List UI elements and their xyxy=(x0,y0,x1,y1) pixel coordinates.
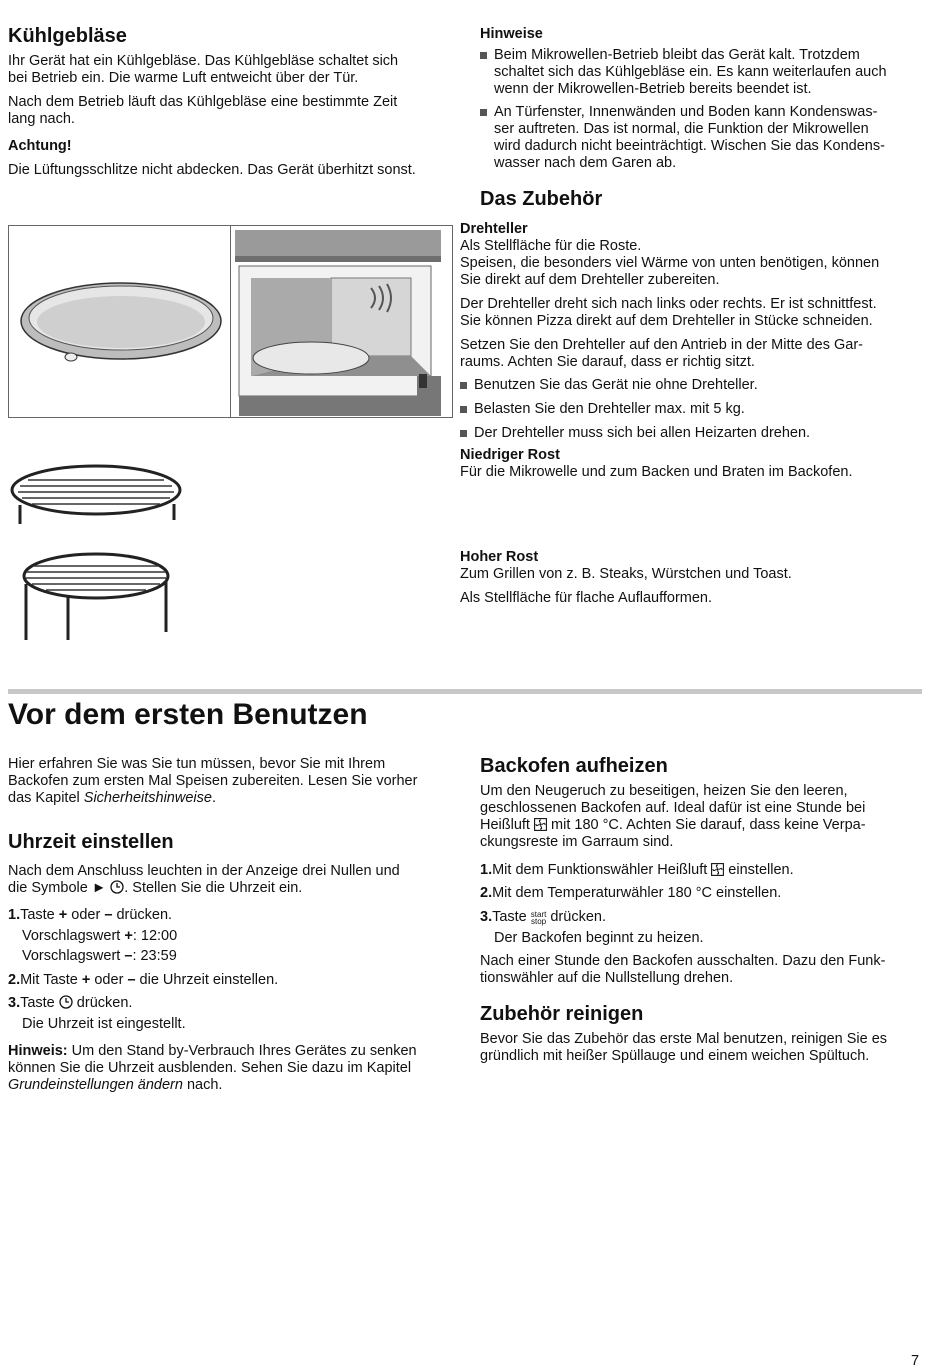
hinweise-b1-l2: schaltet sich das Kühlgebläse ein. Es kann weiterlaufen auch xyxy=(494,64,887,80)
uhr-s2-a: Mit Taste xyxy=(20,972,82,988)
backofen-step-3 xyxy=(480,909,606,926)
uhr-step-3-result: Die Uhrzeit ist eingestellt. xyxy=(22,1016,186,1032)
drehteller-p2-l1: Der Drehteller dreht sich nach links oder rechts. Er ist schnittfest. xyxy=(460,296,877,312)
drehteller-p3-l2: raums. Achten Sie darauf, dass er richtig sitzt. xyxy=(460,354,755,370)
bullet-square-icon xyxy=(480,109,487,116)
uhr-hinweis-l1-text: Um den Stand by-Verbrauch Ihres Gerätes zu senken xyxy=(67,1043,417,1059)
drehteller-bullet-3-text: Der Drehteller muss sich bei allen Heizarten drehen. xyxy=(474,425,811,441)
section-divider xyxy=(8,689,922,694)
page-number: 7 xyxy=(911,1353,920,1369)
hinweise-b2-l4: wasser nach dem Garen ab. xyxy=(494,155,677,171)
backofen-l1: Um den Neugeruch zu beseitigen, heizen Sie den leeren, xyxy=(480,783,848,799)
hoher-rost-l2: Als Stellfläche für flache Auflaufformen. xyxy=(460,590,713,606)
hinweise-bullet-2 xyxy=(480,104,930,174)
achtung-text: Die Lüftungsschlitze nicht abdecken. Das Gerät überhitzt sonst. xyxy=(8,162,416,178)
backofen-step-1 xyxy=(480,862,794,879)
backofen-l3 xyxy=(480,817,866,834)
uhr-s1-b: oder xyxy=(67,907,105,923)
uhr-hinweis-l2: können Sie die Uhrzeit ausblenden. Sehen Sie dazu im Kapitel xyxy=(8,1060,412,1076)
drehteller-bullet-1 xyxy=(460,377,920,394)
hot-air-fan-icon xyxy=(534,818,547,831)
hot-air-fan-icon xyxy=(711,863,724,876)
reinigen-l2: gründlich mit heißer Spüllauge und einem weichen Spültuch. xyxy=(480,1048,870,1064)
backofen-step-3-result: Der Backofen beginnt zu heizen. xyxy=(494,930,704,946)
turntable-figure xyxy=(8,225,232,418)
drehteller-bullet-2 xyxy=(460,401,920,418)
kuehl-para-1-line-2: bei Betrieb ein. Die warme Luft entweicht über der Tür. xyxy=(8,70,359,86)
achtung-label: Achtung! xyxy=(8,138,72,154)
backofen-after-l1: Nach einer Stunde den Backofen ausschalten. Dazu den Funk- xyxy=(480,953,886,969)
stop-label: stop xyxy=(531,917,547,926)
bullet-square-icon xyxy=(460,430,467,437)
backofen-after-l2: tionswähler auf die Nullstellung drehen. xyxy=(480,970,734,986)
uhr-s2-b: oder xyxy=(90,972,128,988)
hoher-rost-title: Hoher Rost xyxy=(460,549,539,565)
backofen-l4: ckungsreste im Garraum sind. xyxy=(480,834,674,850)
turntable-illustration xyxy=(9,226,231,417)
vor-intro-l3c: . xyxy=(211,790,216,806)
hinweise-title: Hinweise xyxy=(480,26,543,42)
drehteller-l1: Als Stellfläche für die Roste. xyxy=(460,238,642,254)
kuehl-para-2-line-2: lang nach. xyxy=(8,111,75,127)
bullet-square-icon xyxy=(480,52,487,59)
bullet-square-icon xyxy=(460,382,467,389)
niedriger-rost-title: Niedriger Rost xyxy=(460,447,560,463)
minus-key-icon: – xyxy=(127,972,136,988)
step-number: 2. xyxy=(480,885,493,901)
backofen-l3a: Heißluft xyxy=(480,817,534,833)
uhr-hinweis-l3b: nach. xyxy=(182,1077,223,1093)
uhr-s1-a: Taste xyxy=(20,907,59,923)
section-title-uhrzeit: Uhrzeit einstellen xyxy=(8,831,174,853)
uhr-para-l1: Nach dem Anschluss leuchten in der Anzeige drei Nullen und xyxy=(8,863,400,879)
high-rack-illustration xyxy=(6,548,186,648)
backofen-s1-b: einstellen. xyxy=(724,862,794,878)
uhr-s3-a: Taste xyxy=(20,995,59,1011)
hinweise-b1-l1: Beim Mikrowellen-Betrieb bleibt das Gerät kalt. Trotzdem xyxy=(494,47,860,63)
reinigen-l1: Bevor Sie das Zubehör das erste Mal benutzen, reinigen Sie es xyxy=(480,1031,888,1047)
section-title-zubehoer-reinigen: Zubehör reinigen xyxy=(480,1003,644,1025)
drehteller-bullet-3 xyxy=(460,425,920,442)
uhr-s1r1-a: Vorschlagswert xyxy=(22,928,125,944)
drehteller-bullet-2-text: Belasten Sie den Drehteller max. mit 5 kg. xyxy=(474,401,745,417)
vor-intro-l1: Hier erfahren Sie was Sie tun müssen, bevor Sie mit Ihrem xyxy=(8,756,386,772)
uhr-step-1 xyxy=(8,907,172,924)
uhr-s3-b: drücken. xyxy=(72,995,133,1011)
clock-icon xyxy=(59,995,73,1009)
chapter-title-vor-dem-ersten-benutzen: Vor dem ersten Benutzen xyxy=(8,698,368,731)
kuehl-para-2-line-1: Nach dem Betrieb läuft das Kühlgebläse eine bestimmte Zeit xyxy=(8,94,398,110)
step-number: 2. xyxy=(8,972,21,988)
vor-intro-l3 xyxy=(8,790,216,807)
link-grundeinstellungen: Grundeinstellungen ändern xyxy=(8,1077,183,1093)
step-number: 3. xyxy=(480,909,493,925)
vor-intro-l3a: das Kapitel xyxy=(8,790,84,806)
uhr-step-2 xyxy=(8,972,278,989)
backofen-l2: geschlossenen Backofen auf. Ideal dafür ist eine Stunde bei xyxy=(480,800,866,816)
hinweise-b2-l1: An Türfenster, Innenwänden und Boden kann Kondenswas- xyxy=(494,104,878,120)
uhr-hinweis-l1 xyxy=(8,1043,417,1060)
uhr-s2-c: die Uhrzeit einstellen. xyxy=(135,972,279,988)
low-rack-illustration xyxy=(6,460,186,530)
uhr-s1-c: drücken. xyxy=(112,907,173,923)
uhr-s1r2-a: Vorschlagswert xyxy=(22,948,125,964)
backofen-s3-b: drücken. xyxy=(546,909,606,925)
minus-key-icon: – xyxy=(124,948,133,964)
section-title-backofen-aufheizen: Backofen aufheizen xyxy=(480,755,668,777)
clock-icon xyxy=(110,880,124,894)
kuehl-para-1-line-1: Ihr Gerät hat ein Kühlgebläse. Das Kühlgebläse schaltet sich xyxy=(8,53,399,69)
link-sicherheitshinweise: Sicherheitshinweise xyxy=(83,790,212,806)
uhr-s1r1-c: : 12:00 xyxy=(132,928,178,944)
uhr-step-3 xyxy=(8,995,132,1012)
hinweise-b2-l2: ser auftreten. Das ist normal, die Funktion der Mikrowellen xyxy=(494,121,869,137)
uhr-para-l2 xyxy=(8,880,302,897)
hoher-rost-l1: Zum Grillen von z. B. Steaks, Würstchen und Toast. xyxy=(460,566,792,582)
step-number: 1. xyxy=(8,907,21,923)
oven-illustration xyxy=(231,226,452,417)
backofen-s1-a: Mit dem Funktionswähler Heißluft xyxy=(492,862,712,878)
step-number: 1. xyxy=(480,862,493,878)
uhr-s1r2-c: : 23:59 xyxy=(132,948,177,964)
plus-key-icon: + xyxy=(81,972,91,988)
section-title-zubehoer: Das Zubehör xyxy=(480,188,603,210)
backofen-step-2 xyxy=(480,885,781,902)
drehteller-l3: Sie direkt auf dem Drehteller zubereiten. xyxy=(460,272,720,288)
drehteller-bullet-1-text: Benutzen Sie das Gerät nie ohne Drehteller. xyxy=(474,377,758,393)
drehteller-l2: Speisen, die besonders viel Wärme von unten benötigen, können xyxy=(460,255,880,271)
bullet-square-icon xyxy=(460,406,467,413)
uhr-hinweis-l3 xyxy=(8,1077,222,1094)
play-triangle-icon: ► xyxy=(91,880,107,896)
step-number: 3. xyxy=(8,995,21,1011)
hinweise-bullet-1 xyxy=(480,47,930,99)
vor-intro-l2: Backofen zum ersten Mal Speisen zubereiten. Lesen Sie vorher xyxy=(8,773,418,789)
plus-key-icon: + xyxy=(58,907,68,923)
backofen-s3-a: Taste xyxy=(492,909,531,925)
start-label: start xyxy=(530,910,547,919)
uhr-step-1-result-1 xyxy=(22,928,177,945)
section-title-kuehlgeblaese: Kühlgebläse xyxy=(8,25,127,47)
uhr-para-l2b: . Stellen Sie die Uhrzeit ein. xyxy=(124,880,303,896)
drehteller-title: Drehteller xyxy=(460,221,528,237)
hinweise-b2-l3: wird dadurch nicht beeinträchtigt. Wischen Sie das Kondens- xyxy=(494,138,885,154)
uhr-para-l2a: die Symbole xyxy=(8,880,92,896)
drehteller-p3-l1: Setzen Sie den Drehteller auf den Antrieb in der Mitte des Gar- xyxy=(460,337,863,353)
backofen-l3b: mit 180 °C. Achten Sie darauf, dass keine Verpa- xyxy=(547,817,866,833)
minus-key-icon: – xyxy=(104,907,113,923)
backofen-s2-text: Mit dem Temperaturwähler 180 °C einstellen. xyxy=(492,885,782,901)
start-stop-key-icon xyxy=(531,911,547,925)
niedriger-rost-text: Für die Mikrowelle und zum Backen und Braten im Backofen. xyxy=(460,464,853,480)
drehteller-p2-l2: Sie können Pizza direkt auf dem Drehteller in Stücke schneiden. xyxy=(460,313,873,329)
hinweise-b1-l3: wenn der Mikrowellen-Betrieb bereits beendet ist. xyxy=(494,81,812,97)
hinweis-label: Hinweis: xyxy=(8,1043,68,1059)
uhr-step-1-result-2 xyxy=(22,948,177,965)
oven-interior-figure xyxy=(230,225,453,418)
plus-key-icon: + xyxy=(124,928,133,944)
